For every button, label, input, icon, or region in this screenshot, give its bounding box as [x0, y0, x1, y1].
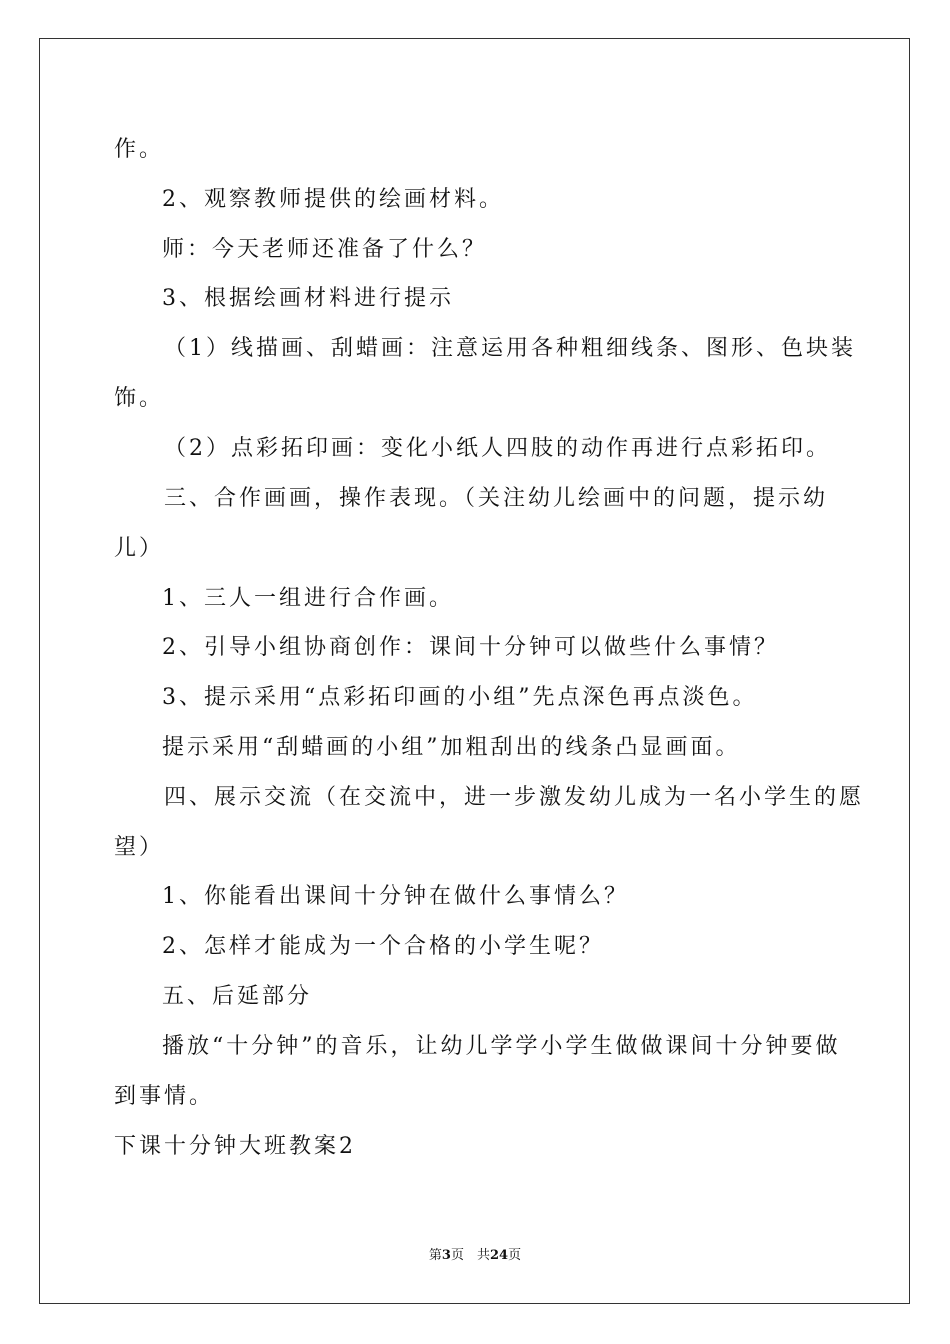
text-line: 提示采用“刮蜡画的小组”加粗刮出的线条凸显画面。	[162, 735, 741, 760]
text-line: （2）点彩拓印画：变化小纸人四肢的动作再进行点彩拓印。	[164, 436, 831, 461]
page-border	[39, 38, 910, 1304]
text-line: 1、你能看出课间十分钟在做什么事情么？	[162, 884, 629, 909]
text-line: 五、后延部分	[162, 984, 313, 1009]
text-line: 2、观察教师提供的绘画材料。	[162, 187, 504, 212]
text-line: 到事情。	[114, 1084, 215, 1109]
total-pages-number: 24	[489, 1248, 509, 1263]
text-line: 播放“十分钟”的音乐，让幼儿学学小学生做做课间十分钟要做	[162, 1034, 841, 1059]
text-line: 2、怎样才能成为一个合格的小学生呢？	[162, 934, 604, 959]
text-line: 儿）	[114, 536, 165, 561]
text-line: 四、展示交流（在交流中，进一步激发幼儿成为一名小学生的愿	[164, 785, 865, 810]
page-footer	[0, 1247, 950, 1265]
text-line: 3、根据绘画材料进行提示	[162, 286, 454, 311]
text-line: 望）	[114, 835, 165, 860]
footer-mid: 页 共	[450, 1248, 490, 1263]
text-line: 三、合作画画，操作表现。（关注幼儿绘画中的问题，提示幼	[164, 486, 829, 511]
section-heading: 下课十分钟大班教案2	[114, 1134, 356, 1159]
footer-suffix: 页	[508, 1248, 522, 1263]
text-line: 1、三人一组进行合作画。	[162, 586, 454, 611]
text-line: 2、引导小组协商创作：课间十分钟可以做些什么事情？	[162, 635, 779, 660]
text-line: 3、提示采用“点彩拓印画的小组”先点深色再点淡色。	[162, 685, 758, 710]
text-line: 作。	[114, 137, 165, 162]
footer-prefix: 第	[428, 1248, 442, 1263]
text-line: 饰。	[114, 386, 165, 411]
text-line: （1）线描画、刮蜡画：注意运用各种粗细线条、图形、色块装	[164, 336, 856, 361]
current-page-number: 3	[441, 1248, 451, 1263]
text-line: 师：今天老师还准备了什么？	[162, 237, 488, 262]
